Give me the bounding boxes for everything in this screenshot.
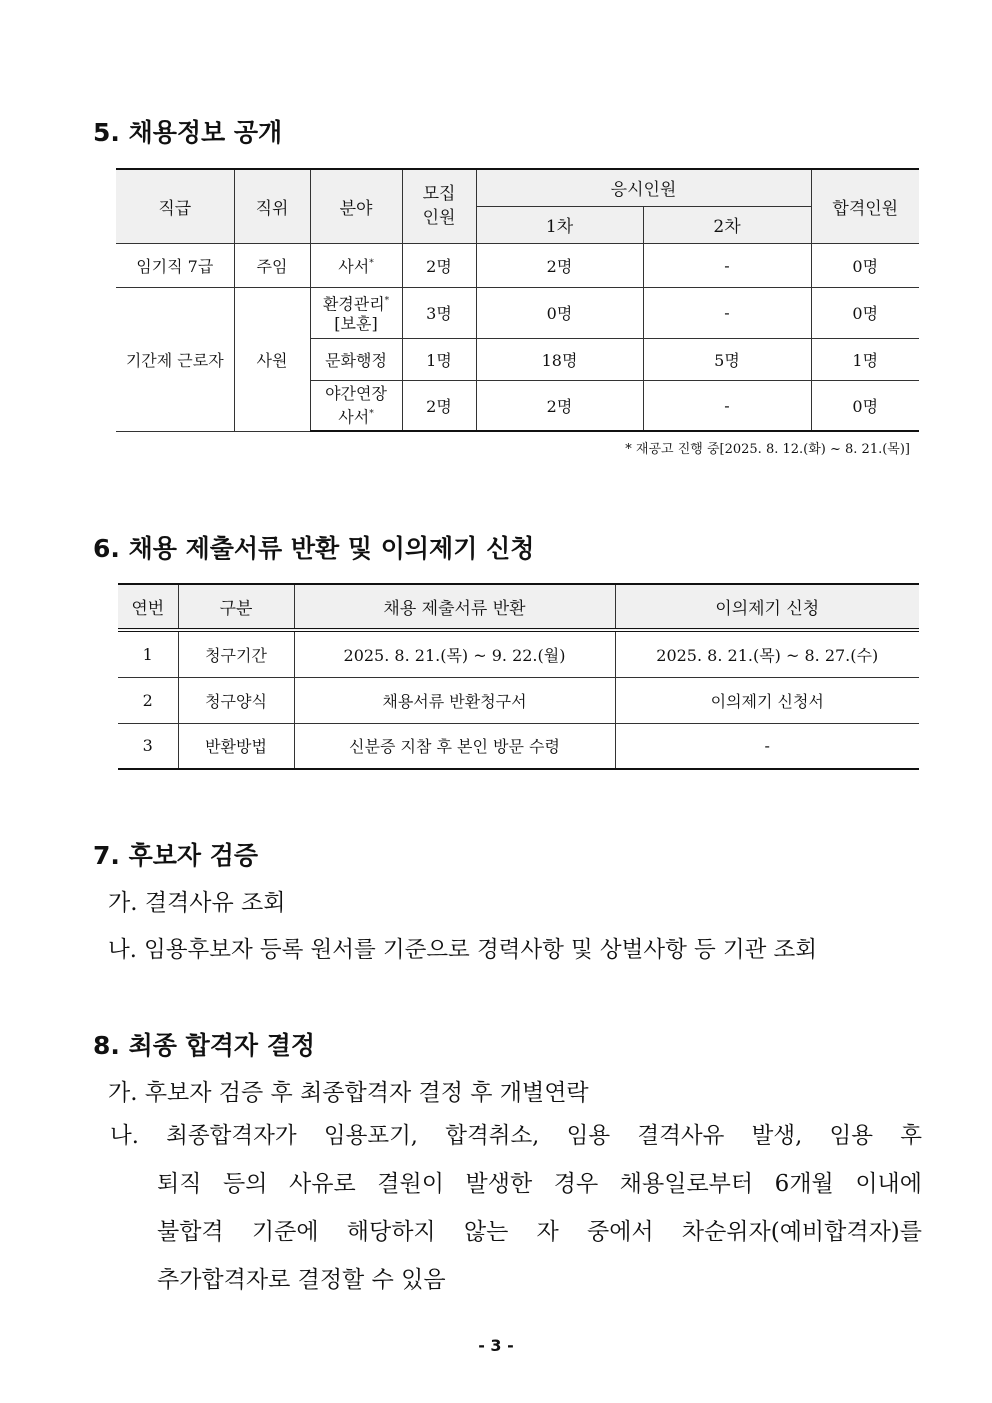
header-position: 직위 <box>234 169 310 243</box>
header-doc-return: 채용 제출서류 반환 <box>294 584 615 630</box>
paragraph-line: 불합격 기준에 해당하지 않는 자 중에서 차순위자(예비합격자)를 <box>157 1219 922 1245</box>
header-passed: 합격인원 <box>811 169 919 243</box>
header-field: 분야 <box>310 169 402 243</box>
cell-round1: 18명 <box>476 338 643 380</box>
cell-doc-return: 2025. 8. 21.(목) ~ 9. 22.(월) <box>294 630 615 677</box>
cell-field: 환경관리* [보훈] <box>310 287 402 338</box>
list-item: 가. 결격사유 조회 <box>108 890 286 916</box>
header-recruit: 모집 인원 <box>402 169 476 243</box>
table-row <box>118 677 919 723</box>
recruitment-info-table <box>116 168 919 432</box>
cell-passed: 0명 <box>811 380 919 431</box>
cell-round2: - <box>643 287 811 338</box>
header-no: 연번 <box>118 584 178 630</box>
cell-passed: 1명 <box>811 338 919 380</box>
header-grade: 직급 <box>116 169 234 243</box>
header-round1: 1차 <box>476 206 643 243</box>
cell-doc-return: 신분증 지참 후 본인 방문 수령 <box>294 723 615 769</box>
cell-category: 청구기간 <box>178 630 294 677</box>
cell-round2: 5명 <box>643 338 811 380</box>
cell-round2: - <box>643 243 811 287</box>
cell-recruit: 1명 <box>402 338 476 380</box>
cell-field: 야간연장 사서* <box>310 380 402 431</box>
cell-objection: 이의제기 신청서 <box>615 677 919 723</box>
paragraph-line: 나. 최종합격자가 임용포기, 합격취소, 임용 결격사유 발생, 임용 후 <box>110 1123 922 1149</box>
cell-recruit: 3명 <box>402 287 476 338</box>
cell-no: 3 <box>118 723 178 769</box>
cell-round1: 0명 <box>476 287 643 338</box>
table-row <box>118 723 919 769</box>
cell-recruit: 2명 <box>402 243 476 287</box>
cell-round1: 2명 <box>476 380 643 431</box>
cell-position: 주임 <box>234 243 310 287</box>
cell-category: 청구양식 <box>178 677 294 723</box>
header-applicants: 응시인원 <box>476 169 811 206</box>
cell-recruit: 2명 <box>402 380 476 431</box>
section-5-heading: 5. 채용정보 공개 <box>93 118 283 147</box>
cell-no: 2 <box>118 677 178 723</box>
table-row <box>116 287 919 338</box>
list-item: 가. 후보자 검증 후 최종합격자 결정 후 개별연락 <box>108 1080 589 1106</box>
paragraph-line: 추가합격자로 결정할 수 있음 <box>157 1267 446 1293</box>
table-footnote: * 재공고 진행 중[2025. 8. 12.(화) ~ 8. 21.(목)] <box>625 442 910 457</box>
cell-round1: 2명 <box>476 243 643 287</box>
cell-no: 1 <box>118 630 178 677</box>
list-item: 나. 임용후보자 등록 원서를 기준으로 경력사항 및 상벌사항 등 기관 조회 <box>108 937 817 963</box>
cell-objection: 2025. 8. 21.(목) ~ 8. 27.(수) <box>615 630 919 677</box>
header-round2: 2차 <box>643 206 811 243</box>
cell-grade: 기간제 근로자 <box>116 287 234 431</box>
section-8-heading: 8. 최종 합격자 결정 <box>93 1031 316 1060</box>
cell-passed: 0명 <box>811 287 919 338</box>
document-return-table <box>118 583 919 770</box>
cell-objection: - <box>615 723 919 769</box>
cell-passed: 0명 <box>811 243 919 287</box>
section-6-heading: 6. 채용 제출서류 반환 및 이의제기 신청 <box>93 534 535 563</box>
cell-field: 문화행정 <box>310 338 402 380</box>
header-category: 구분 <box>178 584 294 630</box>
cell-doc-return: 채용서류 반환청구서 <box>294 677 615 723</box>
header-objection: 이의제기 신청 <box>615 584 919 630</box>
paragraph-line: 퇴직 등의 사유로 결원이 발생한 경우 채용일로부터 6개월 이내에 <box>157 1171 922 1197</box>
table-row <box>116 243 919 287</box>
page-number: - 3 - <box>478 1336 514 1355</box>
cell-round2: - <box>643 380 811 431</box>
list-item <box>110 1112 922 1304</box>
section-7-heading: 7. 후보자 검증 <box>93 841 259 870</box>
cell-category: 반환방법 <box>178 723 294 769</box>
table-row <box>118 630 919 677</box>
cell-position: 사원 <box>234 287 310 431</box>
cell-field: 사서* <box>310 243 402 287</box>
cell-grade: 임기직 7급 <box>116 243 234 287</box>
